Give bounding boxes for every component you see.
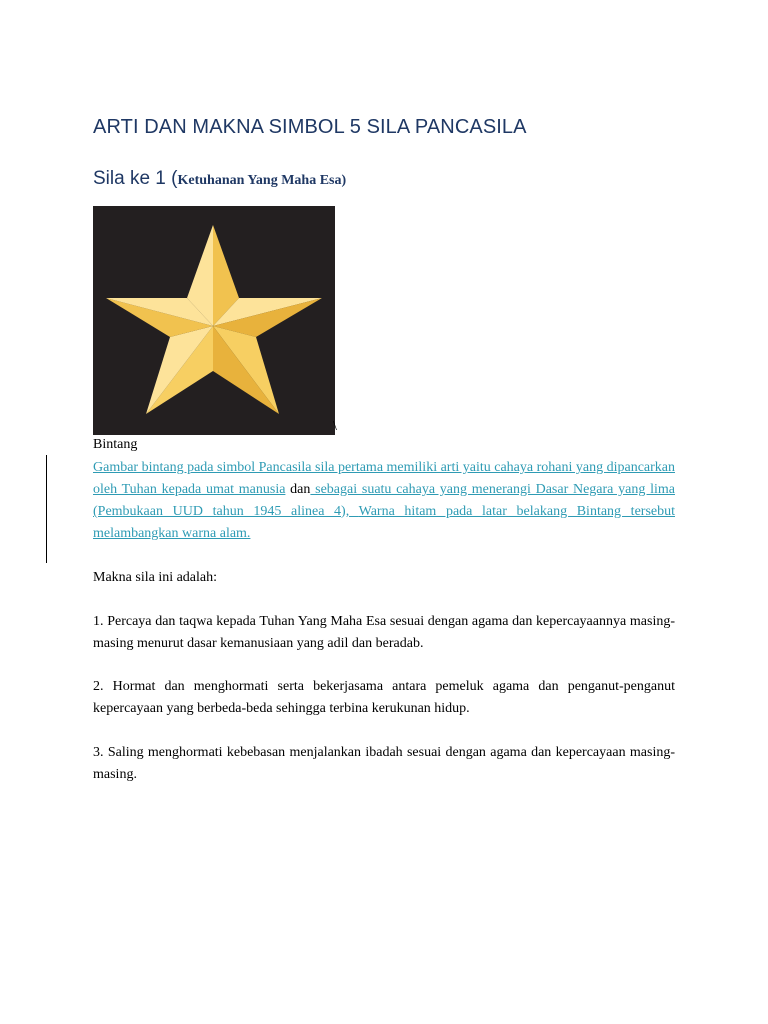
description-link-2[interactable]: sebagai suatu cahaya yang menerangi Dasar Negara yang lima (Pembukaan UUD tahun 1945 alinea 4), [93,482,675,519]
stray-backslash-mark: \ [333,419,337,434]
page-title: ARTI DAN MAKNA SIMBOL 5 SILA PANCASILA [93,116,527,138]
section-heading [93,168,346,190]
meaning-point-2: 2. Hormat dan menghormati serta bekerjasama antara pemeluk agama dan penganut-penganut kepercayaan yang berbeda-beda sehingga terbina kerukunan hidup. [93,679,675,716]
description-link-3[interactable]: Warna hitam pada latar belakang Bintang tersebut melambangkan warna alam. [93,504,676,541]
section-heading-prefix: Sila ke 1 ( [93,168,178,189]
meaning-point-3: 3. Saling menghormati kebebasan menjalankan ibadah sesuai dengan agama dan kepercayaan masing-masing. [93,745,675,782]
star-image [93,206,335,435]
meaning-intro: Makna sila ini adalah: [93,570,218,585]
meaning-point-1: 1. Percaya dan taqwa kepada Tuhan Yang Maha Esa sesuai dengan agama dan kepercayaannya masing-masing menurut dasar kemanusiaan yang adil dan beradab. [93,614,675,651]
star-icon [93,206,335,435]
description-link-1[interactable]: Gambar bintang pada simbol Pancasila sila pertama memiliki arti yaitu cahaya rohani yang dipancarkan oleh Tuhan kepada umat manusia [93,460,675,497]
revision-change-bar [46,455,47,563]
star-description-paragraph [93,457,675,545]
section-heading-name: Ketuhanan Yang Maha Esa) [177,173,347,188]
description-conjunction: dan [285,482,311,497]
image-caption: Bintang [93,437,138,452]
